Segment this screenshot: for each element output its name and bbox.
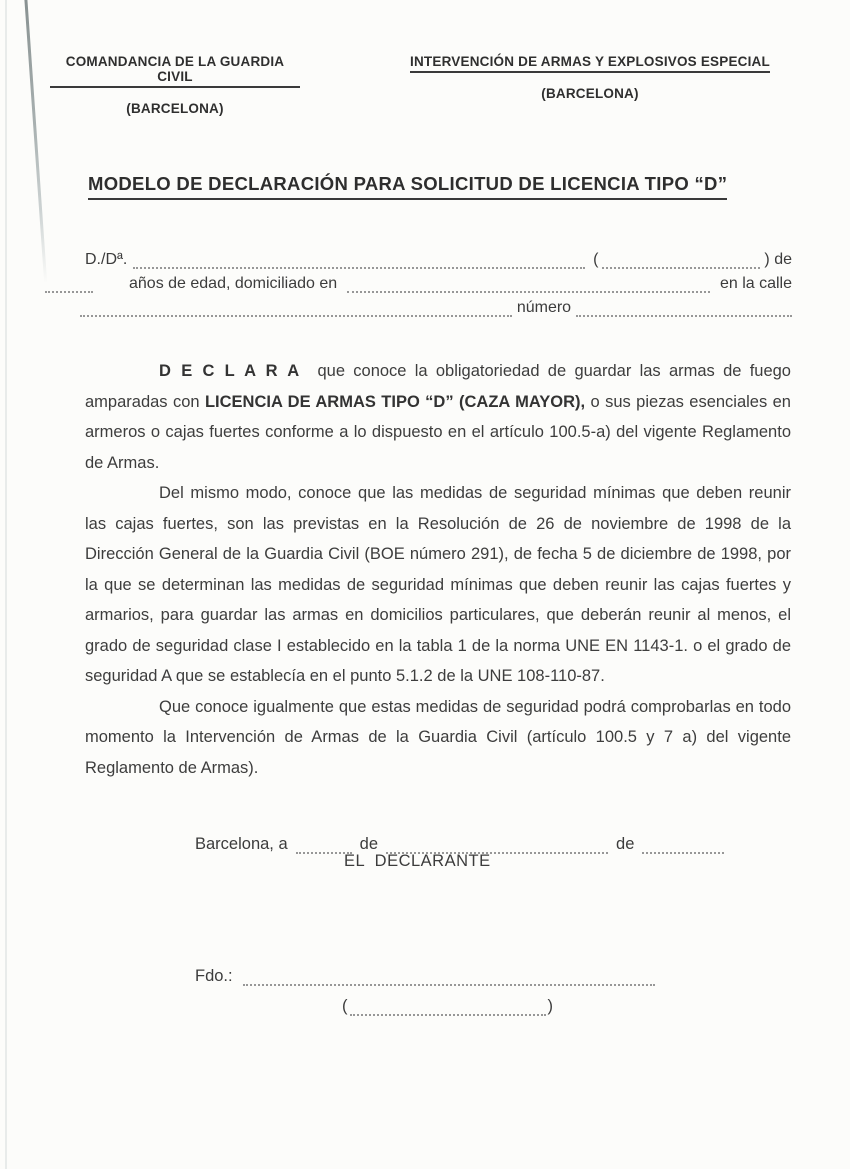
year-blank — [642, 842, 724, 854]
signature-name-line — [340, 990, 555, 1016]
header-right-title: INTERVENCIÓN DE ARMAS Y EXPLOSIVOS ESPECIAL — [410, 54, 770, 73]
fill-in-block — [45, 245, 792, 317]
declaration-body — [85, 356, 791, 783]
age-paren-close-de: ) de — [764, 251, 792, 268]
name-blank — [133, 255, 585, 269]
page-title — [88, 173, 727, 200]
age-domicile-label: años de edad, domiciliado en — [129, 275, 338, 292]
header-left — [50, 54, 300, 116]
age-blank — [602, 255, 760, 269]
header-left-subtitle: (BARCELONA) — [126, 101, 224, 116]
name-prefix-label: D./Dª. — [85, 251, 128, 268]
number-blank — [576, 303, 792, 317]
license-type-bold: LICENCIA DE ARMAS TIPO “D” (CAZA MAYOR), — [204, 392, 586, 411]
header-left-title: COMANDANCIA DE LA GUARDIA CIVIL — [50, 54, 300, 88]
fdo-label: Fdo.: — [195, 967, 233, 985]
age-paren-open: ( — [593, 251, 599, 268]
street-label: en la calle — [719, 275, 792, 292]
de-year-label: de — [616, 835, 635, 853]
header-right-subtitle: (BARCELONA) — [541, 86, 639, 101]
signature-name-blank — [350, 1002, 546, 1016]
signature-blank — [243, 972, 655, 986]
fill-row-domicile — [45, 269, 792, 293]
signature-block — [195, 958, 655, 1016]
fill-row-name — [45, 245, 792, 269]
declaration-paragraph-1 — [85, 356, 791, 478]
declaration-paragraph-2: Del mismo modo, conoce que las medidas de seguridad mínimas que deben reunir las cajas fuertes, son las previstas en la Resolución de 26 de noviembre de 1998 de la Dirección General de la Guardia Civil (BOE número 291), de fecha 5 de diciembre de 1998, por la que se determinan las medidas de seguridad mínimas que deben reunir las cajas fuertes y armarios, para guardar las armas en domicilios particulares, que deberán reunir al menos, el grado de seguridad clase I establecido en la tabla 1 de la norma UNE EN 1143-1. o el grado de seguridad A que se establecía en el punto 5.1.2 de la UNE 108-110-87. — [85, 484, 791, 685]
page-title-text: MODELO DE DECLARACIÓN PARA SOLICITUD DE LICENCIA TIPO “D” — [88, 173, 727, 200]
number-label: número — [516, 299, 572, 316]
header-right — [400, 54, 780, 101]
street-name-blank — [80, 303, 512, 317]
place-label: Barcelona, a — [195, 835, 288, 853]
paragraph-1-text-b: o sus piezas esenciales en armeros o cajas fuertes conforme a lo dispuesto en el artículo 100.5-a) del vigente Reglamento de Armas. — [85, 392, 791, 472]
signature-paren-open: ( — [342, 997, 348, 1015]
declarant-label: EL DECLARANTE — [344, 852, 491, 870]
signature-paren-close: ) — [547, 997, 553, 1015]
age-continuation-blank — [45, 279, 93, 293]
fill-row-number — [45, 293, 792, 317]
scan-edge-artifact — [5, 0, 7, 1169]
paragraph-1-text-a: que conoce la obligatoriedad de guardar las armas de fuego amparadas con — [85, 362, 791, 411]
municipality-blank — [347, 279, 710, 293]
de-month-label: de — [359, 835, 379, 853]
declaration-paragraph-3: Que conoce igualmente que estas medidas de seguridad podrá comprobarlas en todo momento la Intervención de Armas de la Guardia Civil (artículo 100.5 y 7 a) del vigente Reglamento de Armas). — [85, 697, 791, 777]
declara-heading: D E C L A R A — [159, 362, 301, 380]
scan-streak-artifact — [24, 0, 47, 283]
signature-line — [195, 958, 655, 986]
